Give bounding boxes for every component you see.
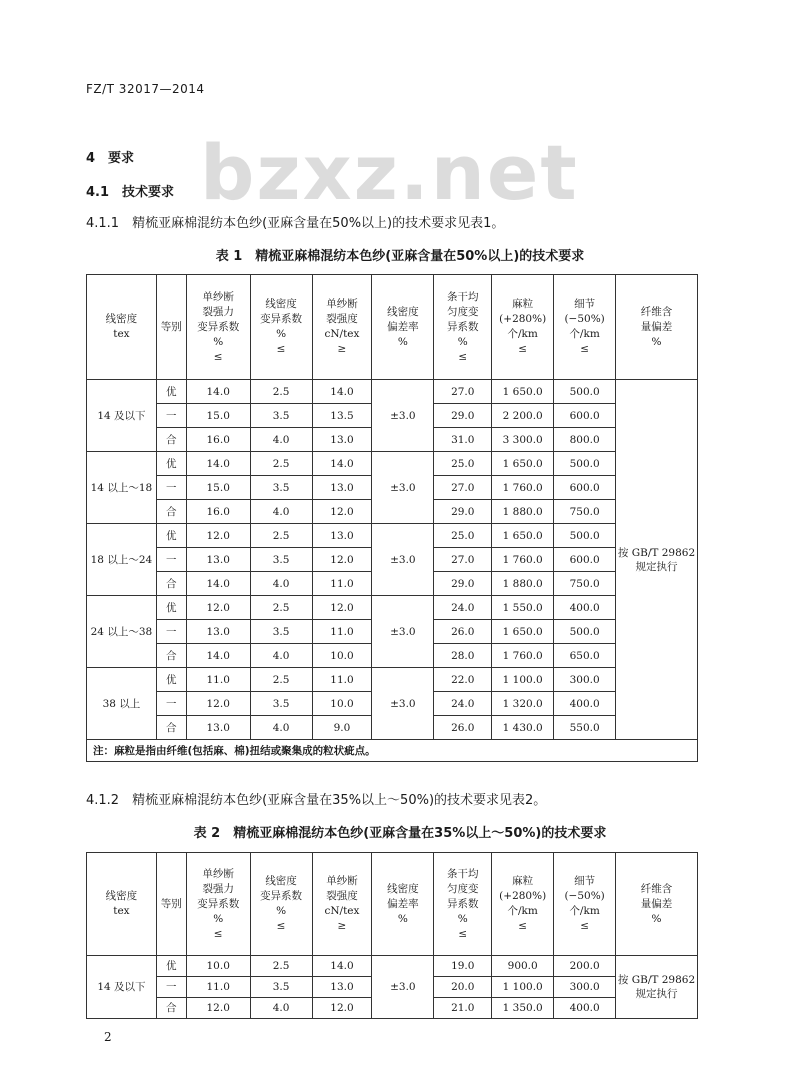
grade-cell: 优 <box>156 380 186 404</box>
table-row <box>87 596 698 620</box>
value-cell: 16.0 <box>186 428 250 452</box>
header-line: 等别 <box>160 897 182 910</box>
table-row <box>87 524 698 548</box>
value-cell: 1 650.0 <box>492 452 554 476</box>
table2 <box>86 852 698 1019</box>
header-line: 线密度 <box>265 875 297 887</box>
value-cell: 12.0 <box>186 596 250 620</box>
header-line: 异系数 <box>447 897 479 910</box>
header-line: cN/tex <box>324 905 360 917</box>
header-line: 个/km <box>569 905 600 917</box>
value-cell: 27.0 <box>434 476 492 500</box>
value-cell: 29.0 <box>434 500 492 524</box>
header-line: ≥ <box>337 343 347 355</box>
header-line: 条干均 <box>447 290 479 303</box>
header-line: 单纱断 <box>202 290 234 303</box>
deviation-cell: ±3.0 <box>372 524 434 596</box>
header-cell <box>372 853 434 956</box>
grade-cell: 一 <box>156 404 186 428</box>
header-line: % <box>276 905 287 917</box>
header-line: 麻粒 <box>512 875 534 887</box>
paragraph-4-1-2: 4.1.2 精梳亚麻棉混纺本色纱(亚麻含量在35%以上～50%)的技术要求见表2。 <box>86 793 547 808</box>
header-cell <box>87 853 157 956</box>
header-line: 线密度 <box>387 305 419 318</box>
value-cell: 3.5 <box>250 476 312 500</box>
value-cell: 2.5 <box>250 596 312 620</box>
value-cell: 1 320.0 <box>492 692 554 716</box>
value-cell: 11.0 <box>312 572 372 596</box>
header-line: 变异系数 <box>260 890 303 902</box>
value-cell: 24.0 <box>434 692 492 716</box>
header-line: (−50%) <box>564 890 605 902</box>
value-cell: 1 650.0 <box>492 524 554 548</box>
value-cell: 400.0 <box>554 596 616 620</box>
header-line: 线密度 <box>265 298 297 310</box>
value-cell: 650.0 <box>554 644 616 668</box>
header-line: 单纱断 <box>202 867 234 880</box>
value-cell: 11.0 <box>312 668 372 692</box>
value-cell: 13.0 <box>312 977 372 998</box>
value-cell: 14.0 <box>312 380 372 404</box>
header-cell <box>554 275 616 380</box>
value-cell: 1 760.0 <box>492 644 554 668</box>
value-cell: 3.5 <box>250 692 312 716</box>
value-cell: 27.0 <box>434 548 492 572</box>
grade-cell: 一 <box>156 620 186 644</box>
value-cell: 9.0 <box>312 716 372 740</box>
table-note: 注：麻粒是指由纤维(包括麻、棉)扭结或聚集成的粒状疵点。 <box>87 740 698 762</box>
header-cell <box>186 275 250 380</box>
value-cell: 750.0 <box>554 500 616 524</box>
grade-cell: 优 <box>156 956 186 977</box>
value-cell: 21.0 <box>434 998 492 1019</box>
value-cell: 14.0 <box>186 572 250 596</box>
grade-cell: 优 <box>156 596 186 620</box>
value-cell: 13.0 <box>312 524 372 548</box>
value-cell: 14.0 <box>186 452 250 476</box>
header-line: 量偏差 <box>640 320 673 333</box>
value-cell: 12.0 <box>186 692 250 716</box>
range-cell: 38 以上 <box>87 668 157 740</box>
header-line: % <box>397 335 408 348</box>
header-cell <box>156 853 186 956</box>
value-cell: 4.0 <box>250 428 312 452</box>
grade-cell: 合 <box>156 644 186 668</box>
value-cell: 11.0 <box>312 620 372 644</box>
value-cell: 1 550.0 <box>492 596 554 620</box>
header-cell <box>616 275 698 380</box>
value-cell: 4.0 <box>250 572 312 596</box>
value-cell: 3.5 <box>250 404 312 428</box>
value-cell: 500.0 <box>554 620 616 644</box>
value-cell: 12.0 <box>312 998 372 1019</box>
value-cell: 1 100.0 <box>492 977 554 998</box>
value-cell: 28.0 <box>434 644 492 668</box>
header-line: 线密度 <box>387 882 419 895</box>
value-cell: 24.0 <box>434 596 492 620</box>
header-line: 裂强度 <box>326 890 358 902</box>
header-line: tex <box>113 328 130 340</box>
value-cell: 16.0 <box>186 500 250 524</box>
grade-cell: 一 <box>156 548 186 572</box>
value-cell: 10.0 <box>186 956 250 977</box>
header-cell <box>312 853 372 956</box>
deviation-cell: ±3.0 <box>372 380 434 452</box>
section-4-1-title: 4.1 技术要求 <box>86 185 175 200</box>
value-cell: 19.0 <box>434 956 492 977</box>
value-cell: 13.0 <box>312 428 372 452</box>
header-line: 纤维含 <box>640 882 673 895</box>
value-cell: 600.0 <box>554 404 616 428</box>
header-row <box>87 275 698 380</box>
header-line: 变异系数 <box>197 897 240 910</box>
header-cell <box>250 275 312 380</box>
value-cell: 1 650.0 <box>492 620 554 644</box>
value-cell: 11.0 <box>186 977 250 998</box>
value-cell: 1 100.0 <box>492 668 554 692</box>
header-line: 偏差率 <box>387 320 419 333</box>
header-line: (−50%) <box>564 313 605 325</box>
header-cell <box>250 853 312 956</box>
header-line: 匀度变 <box>447 305 479 318</box>
value-cell: 600.0 <box>554 476 616 500</box>
value-cell: 29.0 <box>434 572 492 596</box>
paragraph-4-1-1: 4.1.1 精梳亚麻棉混纺本色纱(亚麻含量在50%以上)的技术要求见表1。 <box>86 216 505 231</box>
value-cell: 1 650.0 <box>492 380 554 404</box>
header-line: (+280%) <box>499 890 547 902</box>
table-row <box>87 452 698 476</box>
header-line: tex <box>113 905 130 917</box>
page-number: 2 <box>104 1030 112 1044</box>
header-line: % <box>457 912 468 925</box>
grade-cell: 一 <box>156 977 186 998</box>
value-cell: 600.0 <box>554 548 616 572</box>
value-cell: 13.5 <box>312 404 372 428</box>
value-cell: 13.0 <box>312 476 372 500</box>
value-cell: 750.0 <box>554 572 616 596</box>
grade-cell: 合 <box>156 500 186 524</box>
header-line: ≤ <box>518 920 528 932</box>
header-line: ≥ <box>337 920 347 932</box>
value-cell: 15.0 <box>186 404 250 428</box>
value-cell: 200.0 <box>554 956 616 977</box>
grade-cell: 合 <box>156 428 186 452</box>
header-line: 偏差率 <box>387 897 419 910</box>
header-line: 线密度 <box>105 890 138 902</box>
grade-cell: 合 <box>156 572 186 596</box>
header-cell <box>434 275 492 380</box>
value-cell: 800.0 <box>554 428 616 452</box>
value-cell: 1 760.0 <box>492 476 554 500</box>
header-cell <box>434 853 492 956</box>
header-line: ≤ <box>276 920 286 932</box>
header-cell <box>186 853 250 956</box>
header-cell <box>87 275 157 380</box>
table1-caption: 表 1 精梳亚麻棉混纺本色纱(亚麻含量在50%以上)的技术要求 <box>215 249 585 264</box>
header-row <box>87 853 698 956</box>
header-cell <box>554 853 616 956</box>
value-cell: 31.0 <box>434 428 492 452</box>
grade-cell: 合 <box>156 998 186 1019</box>
value-cell: 13.0 <box>186 548 250 572</box>
table-row <box>87 956 698 977</box>
header-line: ≤ <box>458 927 468 940</box>
header-line: % <box>651 335 662 348</box>
grade-cell: 优 <box>156 668 186 692</box>
deviation-cell: ±3.0 <box>372 956 434 1019</box>
header-line: (+280%) <box>499 313 547 325</box>
table1 <box>86 274 698 762</box>
value-cell: 22.0 <box>434 668 492 692</box>
value-cell: 500.0 <box>554 524 616 548</box>
value-cell: 900.0 <box>492 956 554 977</box>
value-cell: 4.0 <box>250 716 312 740</box>
value-cell: 4.0 <box>250 998 312 1019</box>
header-line: ≤ <box>458 350 468 363</box>
value-cell: 2.5 <box>250 956 312 977</box>
value-cell: 2.5 <box>250 524 312 548</box>
value-cell: 3.5 <box>250 977 312 998</box>
grade-cell: 优 <box>156 524 186 548</box>
value-cell: 26.0 <box>434 620 492 644</box>
value-cell: 1 880.0 <box>492 500 554 524</box>
value-cell: 10.0 <box>312 692 372 716</box>
header-line: ≤ <box>276 343 286 355</box>
value-cell: 12.0 <box>312 596 372 620</box>
value-cell: 25.0 <box>434 524 492 548</box>
header-cell <box>372 275 434 380</box>
value-cell: 13.0 <box>186 716 250 740</box>
value-cell: 2.5 <box>250 668 312 692</box>
value-cell: 14.0 <box>186 644 250 668</box>
header-line: ≤ <box>213 927 223 940</box>
watermark: bzxz.net <box>200 128 579 217</box>
value-cell: 14.0 <box>312 956 372 977</box>
value-cell: 15.0 <box>186 476 250 500</box>
value-cell: 14.0 <box>186 380 250 404</box>
value-cell: 12.0 <box>312 500 372 524</box>
header-line: cN/tex <box>324 328 360 340</box>
header-line: 单纱断 <box>326 298 358 310</box>
header-line: ≤ <box>213 350 223 363</box>
value-cell: 500.0 <box>554 452 616 476</box>
table-row <box>87 668 698 692</box>
value-cell: 12.0 <box>312 548 372 572</box>
value-cell: 1 430.0 <box>492 716 554 740</box>
header-line: % <box>276 328 287 340</box>
range-cell: 14 及以下 <box>87 380 157 452</box>
value-cell: 25.0 <box>434 452 492 476</box>
range-cell: 14 及以下 <box>87 956 157 1019</box>
grade-cell: 合 <box>156 716 186 740</box>
value-cell: 3.5 <box>250 548 312 572</box>
value-cell: 13.0 <box>186 620 250 644</box>
header-line: 细节 <box>574 298 596 310</box>
value-cell: 400.0 <box>554 998 616 1019</box>
grade-cell: 一 <box>156 476 186 500</box>
value-cell: 400.0 <box>554 692 616 716</box>
header-cell <box>492 853 554 956</box>
value-cell: 3 300.0 <box>492 428 554 452</box>
header-line: 个/km <box>569 328 600 340</box>
value-cell: 300.0 <box>554 668 616 692</box>
header-line: 异系数 <box>447 320 479 333</box>
header-line: 裂强力 <box>202 305 234 318</box>
header-cell <box>156 275 186 380</box>
value-cell: 26.0 <box>434 716 492 740</box>
value-cell: 2.5 <box>250 452 312 476</box>
header-cell <box>492 275 554 380</box>
table-row <box>87 380 698 404</box>
value-cell: 4.0 <box>250 644 312 668</box>
value-cell: 550.0 <box>554 716 616 740</box>
value-cell: 12.0 <box>186 998 250 1019</box>
range-cell: 24 以上～38 <box>87 596 157 668</box>
header-line: % <box>213 912 224 925</box>
deviation-cell: ±3.0 <box>372 452 434 524</box>
header-line: 等别 <box>160 320 182 333</box>
value-cell: 27.0 <box>434 380 492 404</box>
header-line: ≤ <box>580 343 590 355</box>
header-line: 麻粒 <box>512 298 534 310</box>
value-cell: 29.0 <box>434 404 492 428</box>
header-line: % <box>457 335 468 348</box>
table2-caption: 表 2 精梳亚麻棉混纺本色纱(亚麻含量在35%以上～50%)的技术要求 <box>193 826 607 841</box>
range-cell: 14 以上～18 <box>87 452 157 524</box>
value-cell: 500.0 <box>554 380 616 404</box>
header-line: 量偏差 <box>640 897 673 910</box>
fiber-deviation-cell: 按 GB/T 29862 规定执行 <box>616 956 698 1019</box>
header-line: 变异系数 <box>260 313 303 325</box>
header-line: 单纱断 <box>326 875 358 887</box>
value-cell: 10.0 <box>312 644 372 668</box>
note-row <box>87 740 698 762</box>
header-line: 线密度 <box>105 313 138 325</box>
value-cell: 4.0 <box>250 500 312 524</box>
section-4-title: 4 要求 <box>86 151 135 166</box>
value-cell: 3.5 <box>250 620 312 644</box>
header-line: 个/km <box>507 328 538 340</box>
header-line: 匀度变 <box>447 882 479 895</box>
header-line: ≤ <box>580 920 590 932</box>
value-cell: 1 880.0 <box>492 572 554 596</box>
header-line: 个/km <box>507 905 538 917</box>
header-cell <box>616 853 698 956</box>
value-cell: 2 200.0 <box>492 404 554 428</box>
value-cell: 11.0 <box>186 668 250 692</box>
fiber-deviation-cell: 按 GB/T 29862 规定执行 <box>616 380 698 740</box>
header-line: 裂强度 <box>326 313 358 325</box>
standard-number: FZ/T 32017—2014 <box>86 82 205 96</box>
header-line: % <box>213 335 224 348</box>
deviation-cell: ±3.0 <box>372 596 434 668</box>
value-cell: 2.5 <box>250 380 312 404</box>
grade-cell: 优 <box>156 452 186 476</box>
value-cell: 14.0 <box>312 452 372 476</box>
value-cell: 12.0 <box>186 524 250 548</box>
value-cell: 20.0 <box>434 977 492 998</box>
header-line: 条干均 <box>447 867 479 880</box>
range-cell: 18 以上～24 <box>87 524 157 596</box>
header-line: 变异系数 <box>197 320 240 333</box>
header-cell <box>312 275 372 380</box>
header-line: 纤维含 <box>640 305 673 318</box>
value-cell: 1 350.0 <box>492 998 554 1019</box>
grade-cell: 一 <box>156 692 186 716</box>
header-line: % <box>651 912 662 925</box>
deviation-cell: ±3.0 <box>372 668 434 740</box>
value-cell: 1 760.0 <box>492 548 554 572</box>
header-line: 裂强力 <box>202 882 234 895</box>
header-line: 细节 <box>574 875 596 887</box>
header-line: % <box>397 912 408 925</box>
value-cell: 300.0 <box>554 977 616 998</box>
header-line: ≤ <box>518 343 528 355</box>
